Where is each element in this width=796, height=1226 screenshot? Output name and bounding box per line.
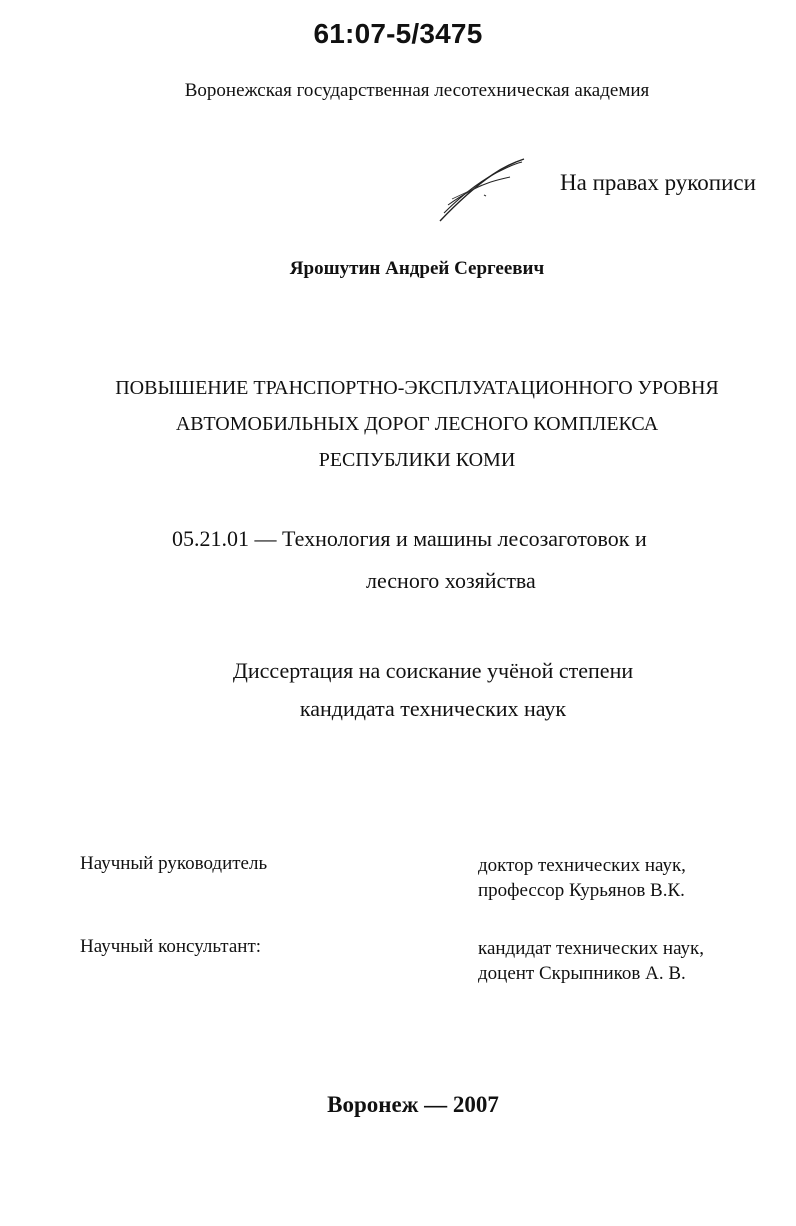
supervisor-role: Научный руководитель	[80, 853, 268, 874]
supervisor-degree: доктор технических наук,	[478, 855, 686, 876]
specialty-continuation-line: лесного хозяйства	[366, 568, 536, 593]
city-year: Воронеж — 2007	[327, 1092, 499, 1117]
dissertation-title	[0, 370, 796, 478]
supervisor-name: профессор Курьянов В.К.	[478, 880, 685, 901]
consultant-degree: кандидат технических наук,	[478, 938, 705, 959]
consultant-name: доцент Скрыпников А. В.	[478, 963, 686, 984]
institution-name: Воронежская государственная лесотехническая академия	[184, 80, 650, 101]
title-line: РЕСПУБЛИКИ КОМИ	[318, 449, 516, 471]
degree-statement-line: Диссертация на соискание учёной степени	[232, 658, 634, 683]
consultant-role: Научный консультант:	[80, 936, 262, 957]
degree-statement-line: кандидата технических наук	[299, 696, 567, 721]
signature-image	[432, 155, 532, 225]
manuscript-rights-note: На правах рукописи	[560, 170, 756, 195]
degree-statement	[0, 652, 796, 728]
title-line: АВТОМОБИЛЬНЫХ ДОРОГ ЛЕСНОГО КОМПЛЕКСА	[175, 413, 659, 435]
specialty-code-line: 05.21.01 — Технология и машины лесозаготовок и	[172, 526, 647, 551]
supervisor-info	[478, 853, 686, 903]
author-name: Ярошутин Андрей Сергеевич	[289, 258, 545, 279]
catalog-number: 61:07-5/3475	[313, 18, 483, 49]
consultant-info	[478, 936, 704, 986]
title-line: ПОВЫШЕНИЕ ТРАНСПОРТНО-ЭКСПЛУАТАЦИОННОГО УРОВНЯ	[115, 377, 719, 399]
